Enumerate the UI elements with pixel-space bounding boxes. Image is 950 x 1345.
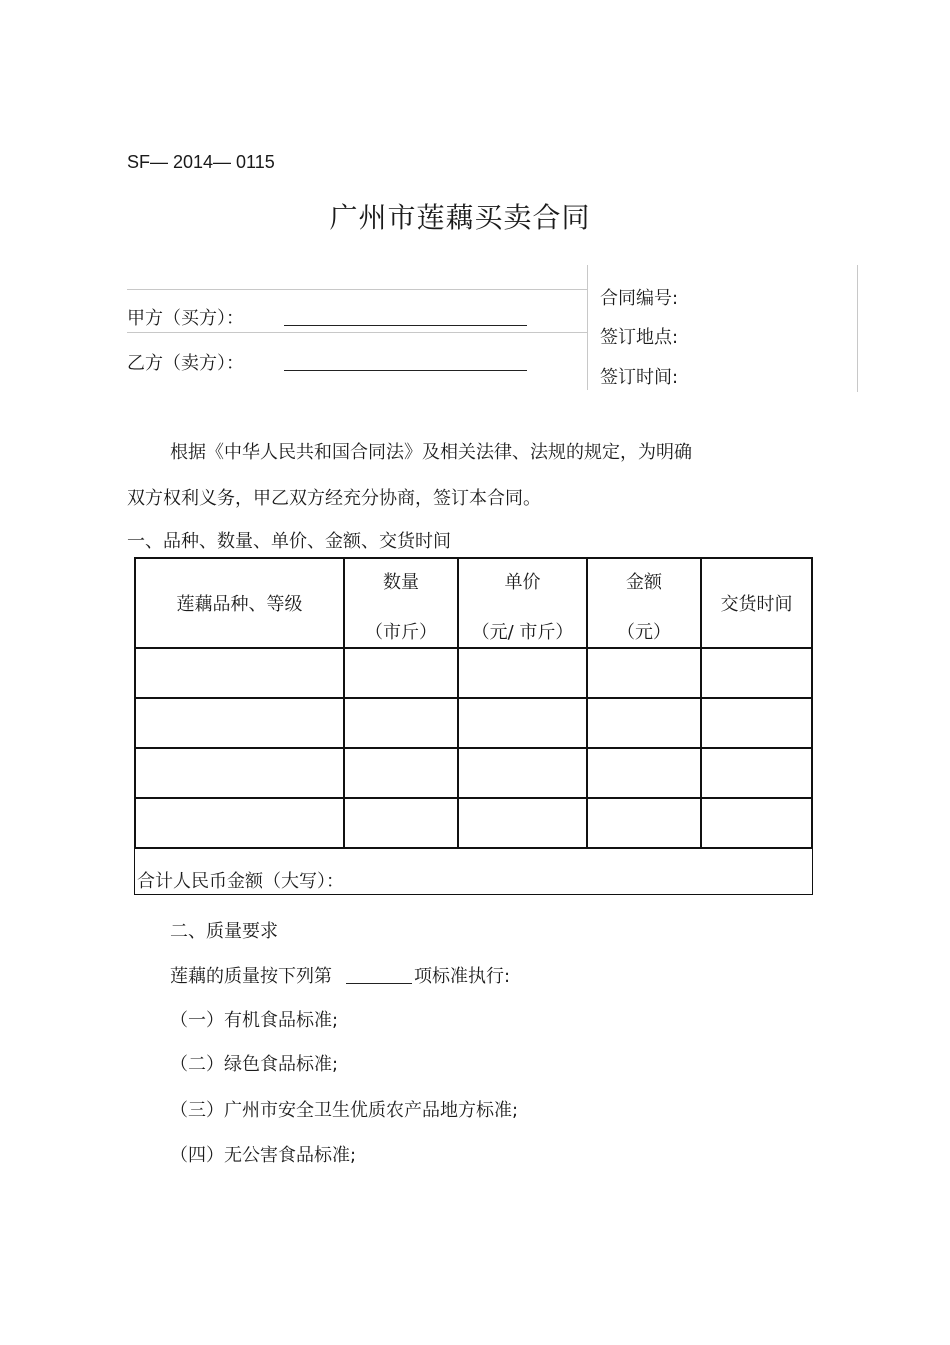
table-cell[interactable] (587, 748, 701, 798)
header-unit-price-unit: （元/ 市斤） (471, 622, 574, 643)
table-cell[interactable] (135, 748, 344, 798)
standard-item-3: （三）广州市安全卫生优质农产品地方标准; (170, 1100, 519, 1121)
table-cell[interactable] (701, 798, 812, 848)
table-cell[interactable] (458, 798, 587, 848)
table-cell[interactable] (344, 748, 458, 798)
table-cell[interactable] (458, 748, 587, 798)
contract-title: 广州市莲藕买卖合同 (329, 201, 591, 234)
table-cell[interactable] (135, 698, 344, 748)
header-quantity-unit: （市斤） (365, 622, 437, 643)
header-quantity (344, 558, 458, 648)
party-b-label: 乙方（卖方）： (127, 353, 244, 374)
header-amount-label: 金额 (626, 572, 662, 593)
header-divider (587, 265, 588, 390)
table-row (135, 648, 812, 698)
intro-line-2: 双方权利义务，甲乙双方经充分协商，签订本合同。 (127, 488, 541, 509)
table-cell[interactable] (135, 798, 344, 848)
table-row (135, 698, 812, 748)
table-cell[interactable] (344, 698, 458, 748)
total-amount-box[interactable] (134, 847, 813, 895)
header-amount (587, 558, 701, 648)
table-header-row (135, 558, 812, 648)
header-delivery-time: 交货时间 (701, 558, 812, 648)
header-unit-price (458, 558, 587, 648)
table-cell[interactable] (701, 698, 812, 748)
header-rule-top (127, 289, 587, 290)
table-cell[interactable] (458, 648, 587, 698)
table-cell[interactable] (344, 648, 458, 698)
table-cell[interactable] (344, 798, 458, 848)
table-cell[interactable] (701, 748, 812, 798)
header-amount-unit: （元） (617, 622, 671, 643)
standard-item-1: （一）有机食品标准; (170, 1010, 339, 1031)
sign-place-label: 签订地点: (600, 327, 679, 348)
header-variety-grade: 莲藕品种、等级 (135, 558, 344, 648)
table-cell[interactable] (587, 798, 701, 848)
party-b-blank[interactable] (284, 370, 527, 371)
intro-line-1: 根据《中华人民共和国合同法》及相关法律、法规的规定，为明确 (170, 442, 692, 463)
total-amount-label: 合计人民币金额（大写）： (137, 871, 344, 892)
quality-line-suffix: 项标准执行: (414, 966, 511, 987)
goods-table (134, 557, 813, 849)
header-right-edge (857, 265, 858, 392)
quality-standard-blank[interactable] (346, 965, 412, 984)
quality-line (170, 962, 510, 988)
table-cell[interactable] (701, 648, 812, 698)
section-1-title: 一、品种、数量、单价、金额、交货时间 (127, 531, 451, 552)
quality-line-prefix: 莲藕的质量按下列第 (170, 966, 332, 987)
table-cell[interactable] (587, 648, 701, 698)
header-unit-price-label: 单价 (504, 572, 541, 593)
table-row (135, 798, 812, 848)
party-a-label: 甲方（买方）： (127, 308, 244, 329)
table-cell[interactable] (458, 698, 587, 748)
document-code: SF— 2014— 0115 (127, 152, 275, 172)
table-cell[interactable] (135, 648, 344, 698)
standard-item-4: （四）无公害食品标准; (170, 1145, 357, 1166)
standard-item-2: （二）绿色食品标准; (170, 1054, 339, 1075)
section-2-title: 二、质量要求 (170, 921, 278, 942)
table-cell[interactable] (587, 698, 701, 748)
table-row (135, 748, 812, 798)
contract-number-label: 合同编号: (600, 288, 679, 309)
header-rule-middle (127, 332, 587, 333)
party-a-blank[interactable] (284, 325, 527, 326)
sign-time-label: 签订时间: (600, 367, 679, 388)
header-quantity-label: 数量 (383, 572, 419, 593)
